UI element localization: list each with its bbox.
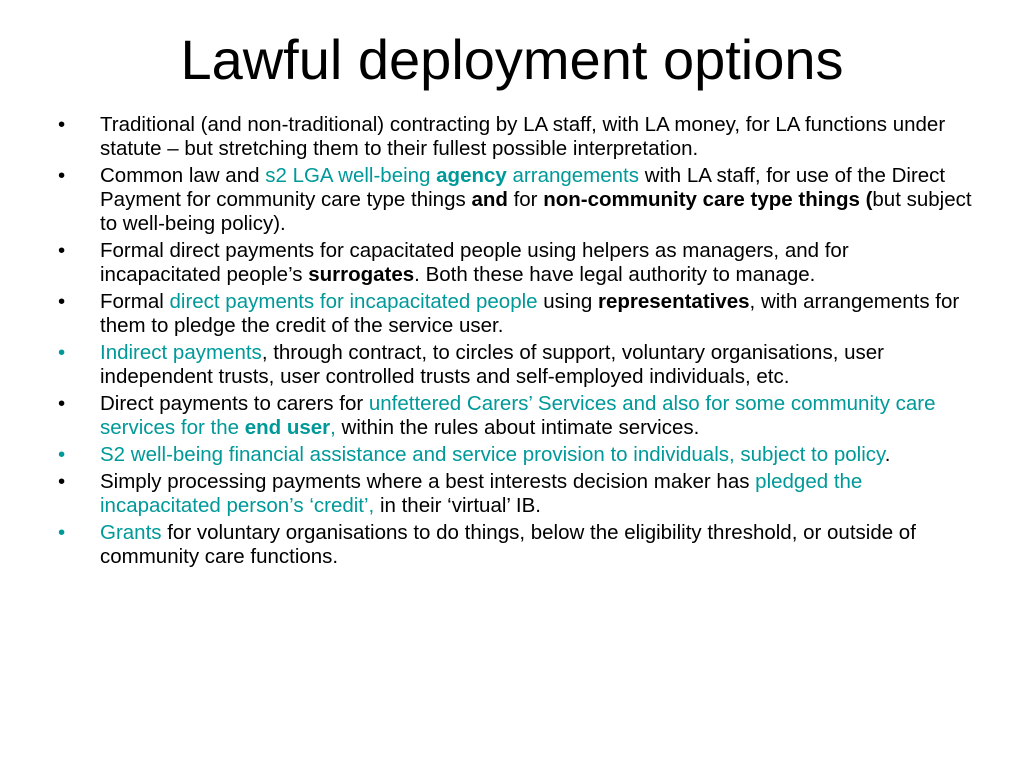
bullet-dot: •: [58, 392, 66, 415]
bullet-text: with LA staff, for use of the Direct Payment for community care type things: [100, 164, 946, 211]
bullet-dot: •: [58, 290, 66, 313]
bullet-text: Formal direct payments for capacitated people using helpers as managers, and for incapacitated people’s: [100, 239, 849, 286]
bullet-text: Simply processing payments where a best interests decision maker has: [100, 470, 756, 493]
bullet-text: within the rules about intimate services.: [335, 416, 700, 439]
bullet-text-highlight: arrangements: [506, 164, 639, 187]
bullet-dot: •: [58, 164, 66, 187]
bullet-text: , with arrangements for them to pledge the credit of the service user.: [100, 290, 960, 337]
bullet-text: but subject to well-being policy).: [100, 188, 972, 235]
bullet-text: Traditional (and non-traditional) contracting by LA staff, with LA money, for LA functions under statute – but stretching them to their fullest possible interpretation.: [100, 113, 946, 160]
bullet-text-highlight: s2 LGA well-being: [265, 164, 437, 187]
bullet-text-bold: and: [471, 188, 508, 211]
bullet-dot: •: [58, 470, 66, 493]
bullet-item: [58, 290, 973, 338]
bullet-item: [58, 443, 973, 467]
bullet-text: Common law and: [100, 164, 266, 187]
slide-title: Lawful deployment options: [180, 28, 844, 91]
bullet-text: , through contract, to circles of support, voluntary organisations, user independent trusts, user controlled trusts and self-employed individuals, etc.: [100, 341, 884, 388]
bullet-text-bold: non-community care type things (: [543, 188, 873, 211]
bullet-item: [58, 521, 973, 569]
bullet-text-highlight: direct payments for incapacitated people: [169, 290, 538, 313]
bullet-text-highlight: Indirect payments: [100, 341, 262, 364]
bullet-text: for: [507, 188, 544, 211]
bullet-dot: •: [58, 113, 66, 136]
bullet-text-bold: representatives: [597, 290, 750, 313]
bullet-text-highlight: Grants: [100, 521, 162, 544]
bullet-text: for voluntary organisations to do things, below the eligibility threshold, or outside of community care functions.: [100, 521, 916, 568]
bullet-text: Direct payments to carers for: [100, 392, 369, 415]
bullet-item: [58, 392, 973, 440]
bullet-text-highlight-bold: end user: [244, 416, 331, 439]
bullet-item: [58, 113, 973, 161]
bullet-dot: •: [58, 443, 66, 466]
bullet-dot: •: [58, 239, 66, 262]
bullet-text-bold: surrogates: [308, 263, 415, 286]
bullet-item: [58, 341, 973, 389]
bullet-text: using: [537, 290, 598, 313]
bullet-text-highlight: pledged the incapacitated person’s ‘credit’,: [100, 470, 863, 517]
bullet-text-highlight-bold: agency: [436, 164, 507, 187]
bullet-dot: •: [58, 341, 66, 364]
bullet-item: [58, 239, 973, 287]
bullet-text: .: [884, 443, 891, 466]
bullet-text: in their ‘virtual’ IB.: [374, 494, 541, 517]
bullet-text-highlight: ,: [330, 416, 336, 439]
bullet-item: [58, 164, 973, 236]
bullet-text: . Both these have legal authority to manage.: [414, 263, 816, 286]
bullet-text-highlight: unfettered Carers’ Services and also for some community care services for the: [100, 392, 936, 439]
bullet-text-highlight: S2 well-being financial assistance and service provision to individuals, subject to policy: [100, 443, 885, 466]
bullet-list: [58, 113, 973, 572]
bullet-dot: •: [58, 521, 66, 544]
bullet-item: [58, 470, 973, 518]
bullet-text: Formal: [100, 290, 170, 313]
